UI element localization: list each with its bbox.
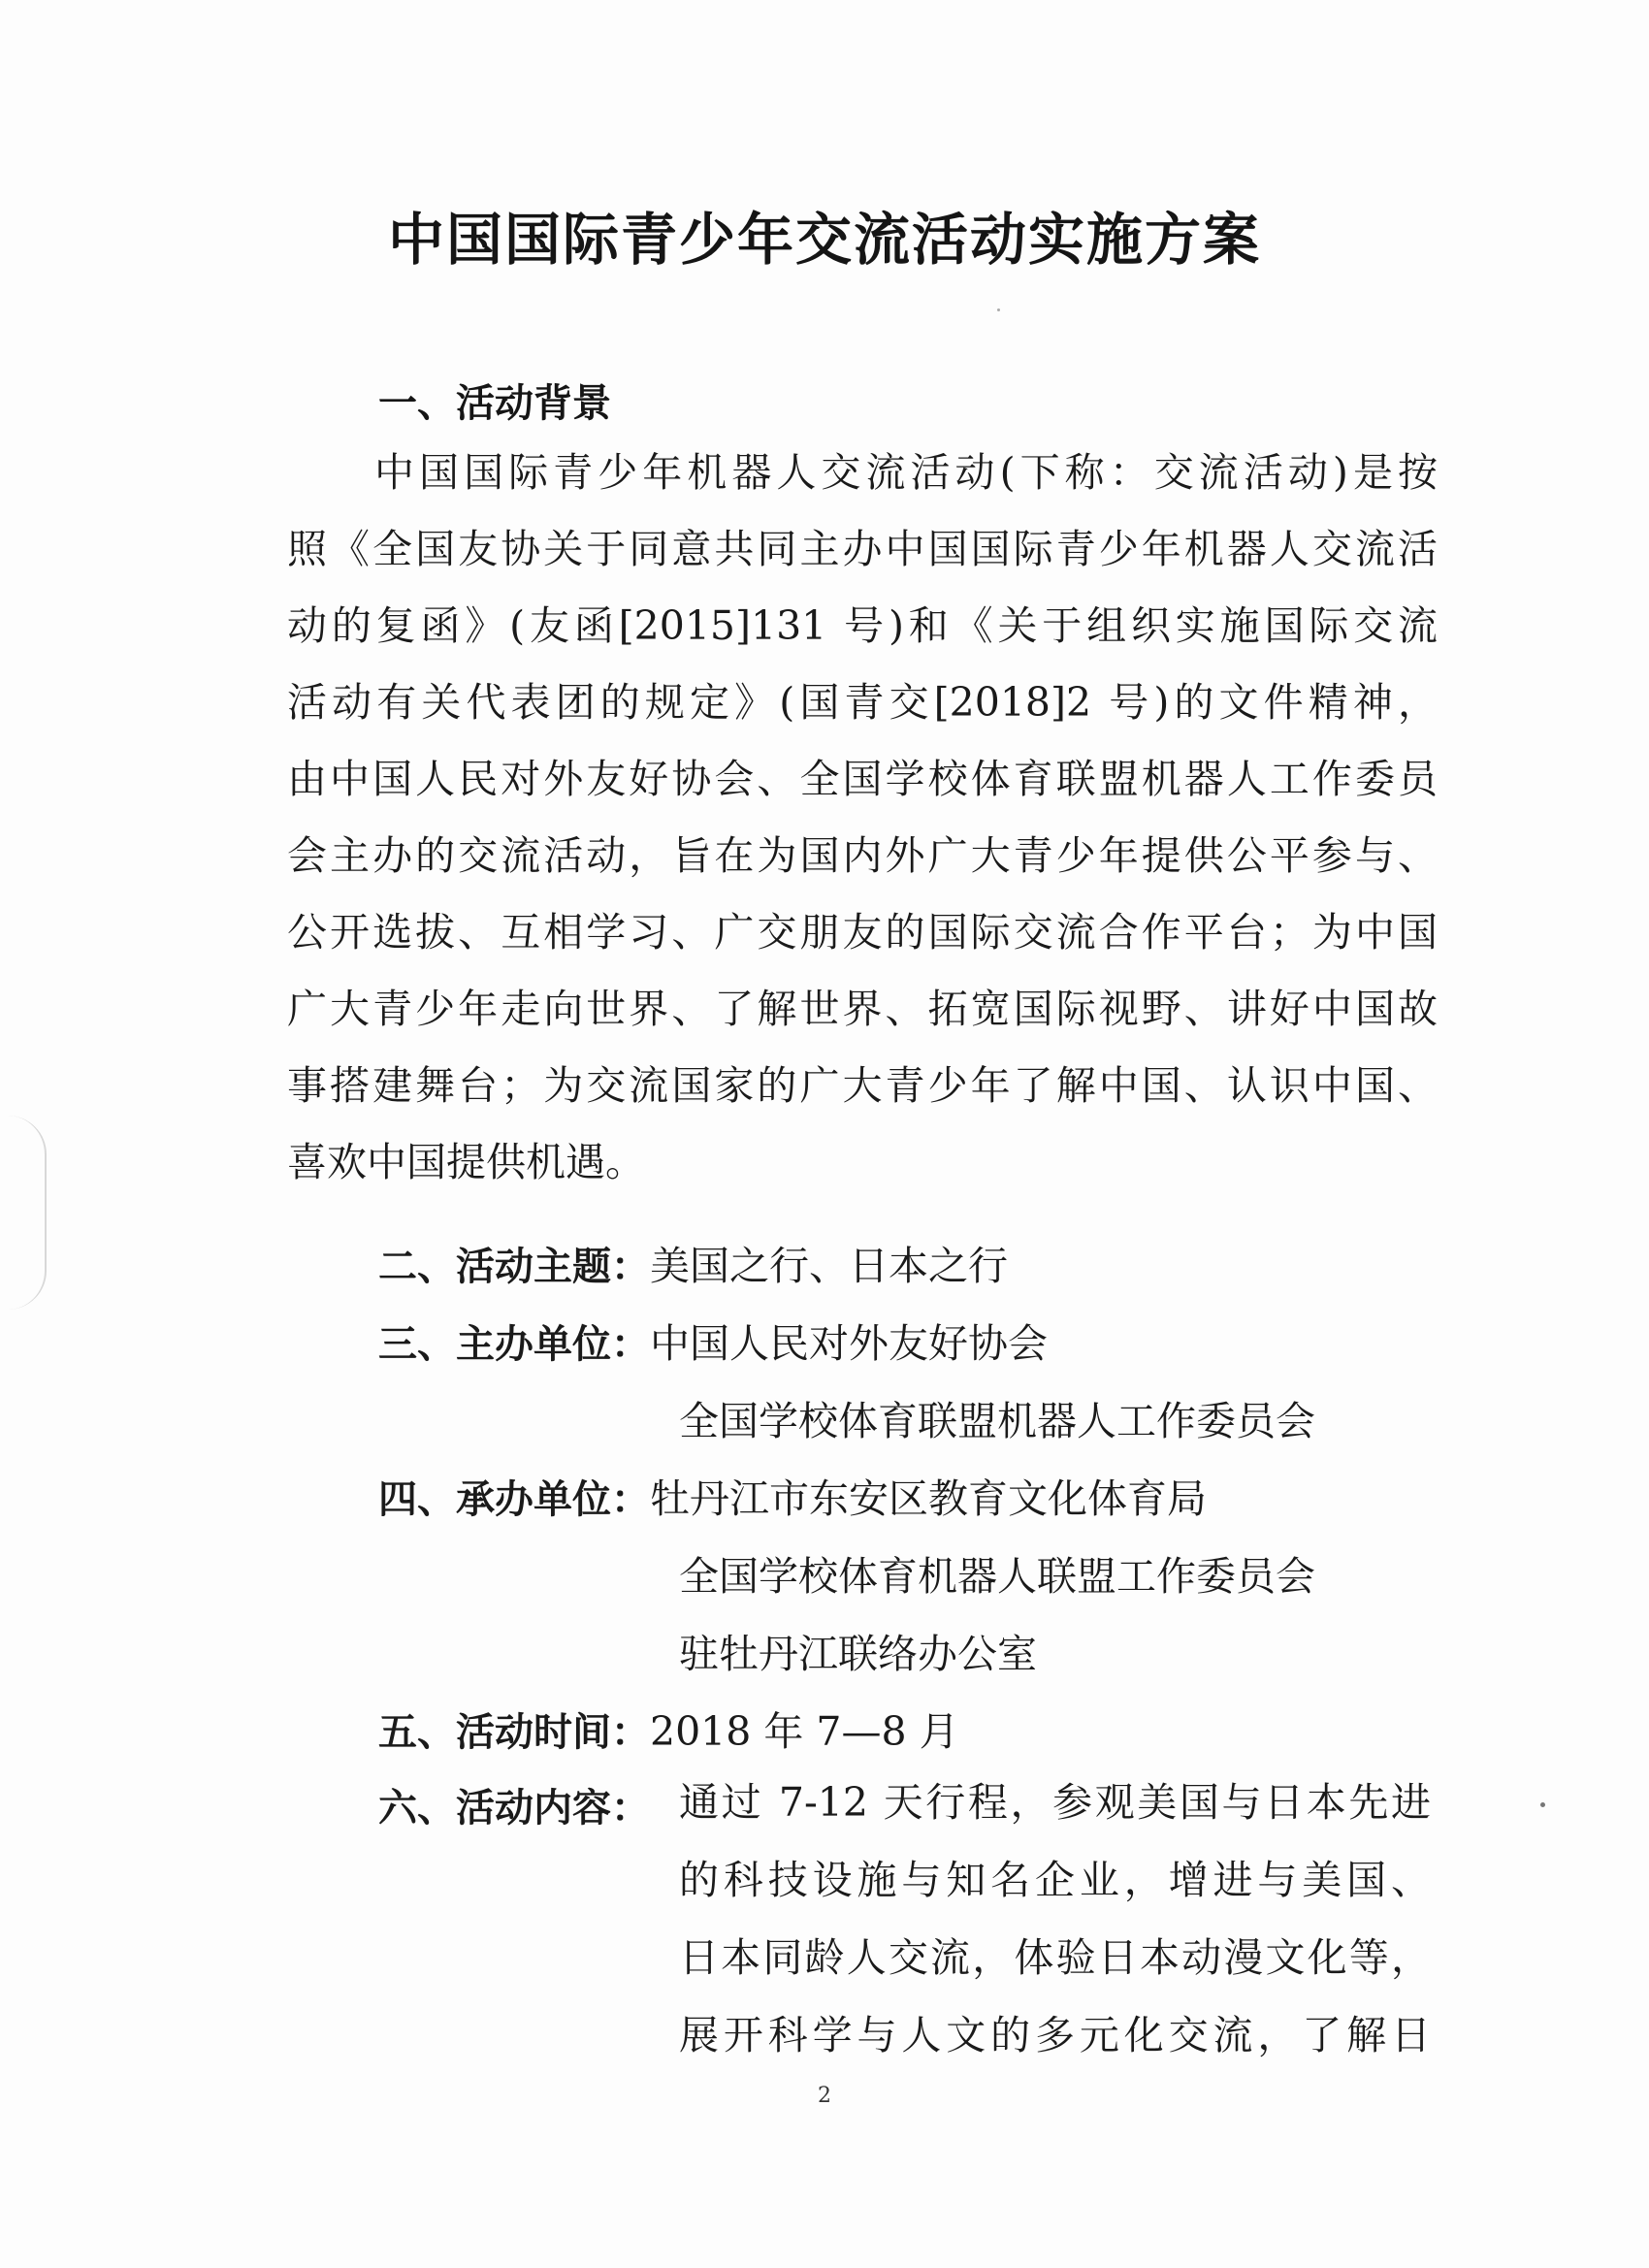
document-title: 中国国际青少年交流活动实施方案: [387, 207, 1261, 273]
section-heading-background: 一、活动背景: [378, 381, 611, 426]
scan-artifact-dot: [1540, 1802, 1545, 1807]
page-number: 2: [818, 2084, 831, 2108]
background-paragraph: [287, 435, 1438, 1201]
paragraph-line: 公开选拔、互相学习、广交朋友的国际交流合作平台；为中国: [287, 909, 1438, 956]
section-content: [378, 1777, 650, 1832]
section-host: [378, 1467, 1207, 1524]
scan-artifact-edge: [8, 1116, 47, 1310]
paragraph-line: 日本同龄人交流，体验日本动漫文化等，: [679, 1934, 1431, 1981]
section-theme: [378, 1234, 1008, 1291]
host-value: 驻牡丹江联络办公室: [679, 1631, 1037, 1677]
time-value: 2018 年 7—8 月: [650, 1708, 959, 1755]
section-label-host: 四、承办单位：: [378, 1477, 650, 1522]
content-paragraph: [679, 1764, 1431, 2074]
section-label-time: 五、活动时间：: [378, 1710, 650, 1755]
paragraph-line: 事搭建舞台；为交流国家的广大青少年了解中国、认识中国、: [287, 1062, 1438, 1109]
host-value: 全国学校体育机器人联盟工作委员会: [679, 1553, 1315, 1600]
paragraph-line: 会主办的交流活动，旨在为国内外广大青少年提供公平参与、: [287, 832, 1438, 879]
paragraph-line: 动的复函》(友函[2015]131 号)和《关于组织实施国际交流: [287, 602, 1438, 649]
organizer-value: 中国人民对外友好协会: [650, 1320, 1048, 1367]
paragraph-line: 照《全国友协关于同意共同主办中国国际青少年机器人交流活: [287, 526, 1438, 572]
organizer-value: 全国学校体育联盟机器人工作委员会: [679, 1398, 1315, 1444]
paragraph-line: 由中国人民对外友好协会、全国学校体育联盟机器人工作委员: [287, 756, 1438, 802]
scan-artifact-dot: [997, 308, 1000, 311]
paragraph-line: 的科技设施与知名企业，增进与美国、: [679, 1857, 1431, 1903]
host-value: 牡丹江市东安区教育文化体育局: [650, 1475, 1207, 1522]
paragraph-line: 喜欢中国提供机遇。: [287, 1139, 645, 1185]
section-label-theme: 二、活动主题：: [378, 1245, 650, 1289]
paragraph-line: 广大青少年走向世界、了解世界、拓宽国际视野、讲好中国故: [287, 986, 1438, 1032]
section-label-organizer: 三、主办单位：: [378, 1322, 650, 1367]
section-organizer: [378, 1312, 1048, 1369]
paragraph-line: 通过 7-12 天行程，参观美国与日本先进: [679, 1779, 1431, 1826]
paragraph-line: 展开科学与人文的多元化交流，了解日: [679, 2012, 1431, 2058]
section-time: [378, 1700, 959, 1757]
paragraph-line: 活动有关代表团的规定》(国青交[2018]2 号)的文件精神，: [287, 679, 1438, 726]
paragraph-line: 中国国际青少年机器人交流活动(下称：交流活动)是按: [374, 449, 1438, 496]
section-label-content: 六、活动内容：: [378, 1786, 650, 1831]
theme-value: 美国之行、日本之行: [650, 1243, 1008, 1289]
